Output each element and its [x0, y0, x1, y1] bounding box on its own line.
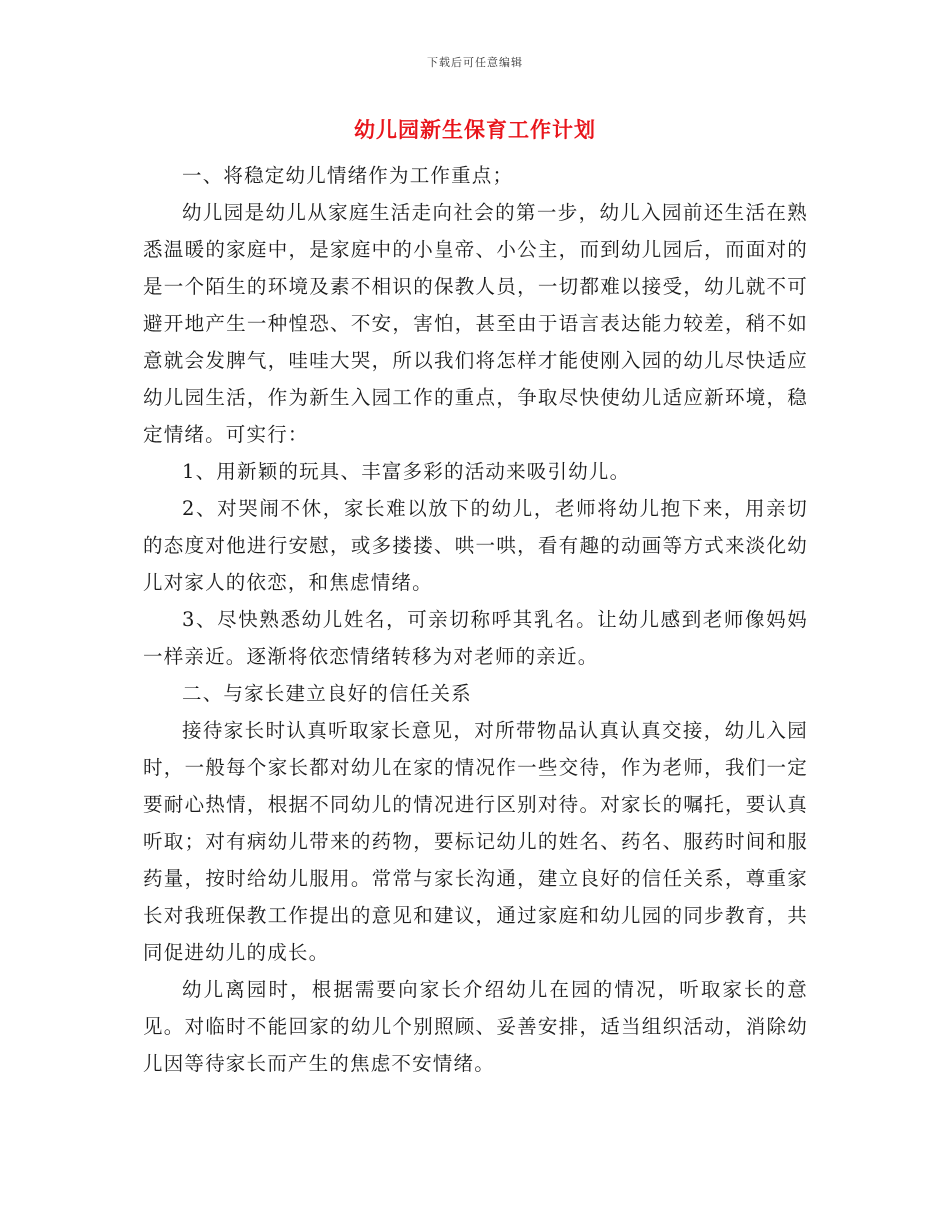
paragraph-intro: 幼儿园是幼儿从家庭生活走向社会的第一步，幼儿入园前还生活在熟悉温暖的家庭中，是家庭中的小皇帝、小公主，而到幼儿园后，而面对的是一个陌生的环境及素不相识的保教人员，一切都难以接受，幼儿就不可避开地产生一种惶恐、不安，害怕，甚至由于语言表达能力较差，稍不如意就会发脾气，哇哇大哭，所以我们将怎样才能使刚入园的幼儿尽快适应幼儿园生活，作为新生入园工作的重点，争取尽快使幼儿适应新环境，稳定情绪。可实行：	[143, 201, 808, 446]
paragraph-item-3: 3、尽快熟悉幼儿姓名，可亲切称呼其乳名。让幼儿感到老师像妈妈一样亲近。逐渐将依恋情绪转移为对老师的亲近。	[143, 608, 808, 668]
paragraph-section-1-heading: 一、将稳定幼儿情绪作为工作重点；	[182, 164, 514, 187]
paragraph-parent-reception: 接待家长时认真听取家长意见，对所带物品认真认真交接，幼儿入园时，一般每个家长都对幼儿在家的情况作一些交待，作为老师，我们一定要耐心热情，根据不同幼儿的情况进行区别对待。对家长的嘱托，要认真听取；对有病幼儿带来的药物，要标记幼儿的姓名、药名、服药时间和服药量，按时给幼儿服用。常常与家长沟通，建立良好的信任关系，尊重家长对我班保教工作提出的意见和建议，通过家庭和幼儿园的同步教育，共同促进幼儿的成长。	[143, 719, 808, 964]
document-body	[143, 157, 808, 1082]
paragraph-item-2: 2、对哭闹不休，家长难以放下的幼儿，老师将幼儿抱下来，用亲切的态度对他进行安慰，或多搂搂、哄一哄，看有趣的动画等方式来淡化幼儿对家人的依恋，和焦虑情绪。	[143, 497, 808, 594]
document-title: 幼儿园新生保育工作计划	[354, 118, 596, 142]
paragraph-departure: 幼儿离园时，根据需要向家长介绍幼儿在园的情况，听取家长的意见。对临时不能回家的幼儿个别照顾、妥善安排，适当组织活动，消除幼儿因等待家长而产生的焦虑不安情绪。	[143, 978, 808, 1075]
paragraph-item-1: 1、用新颖的玩具、丰富多彩的活动来吸引幼儿。	[182, 460, 631, 483]
paragraph-section-2-heading: 二、与家长建立良好的信任关系	[182, 682, 472, 705]
header-note: 下载后可任意编辑	[427, 56, 523, 69]
